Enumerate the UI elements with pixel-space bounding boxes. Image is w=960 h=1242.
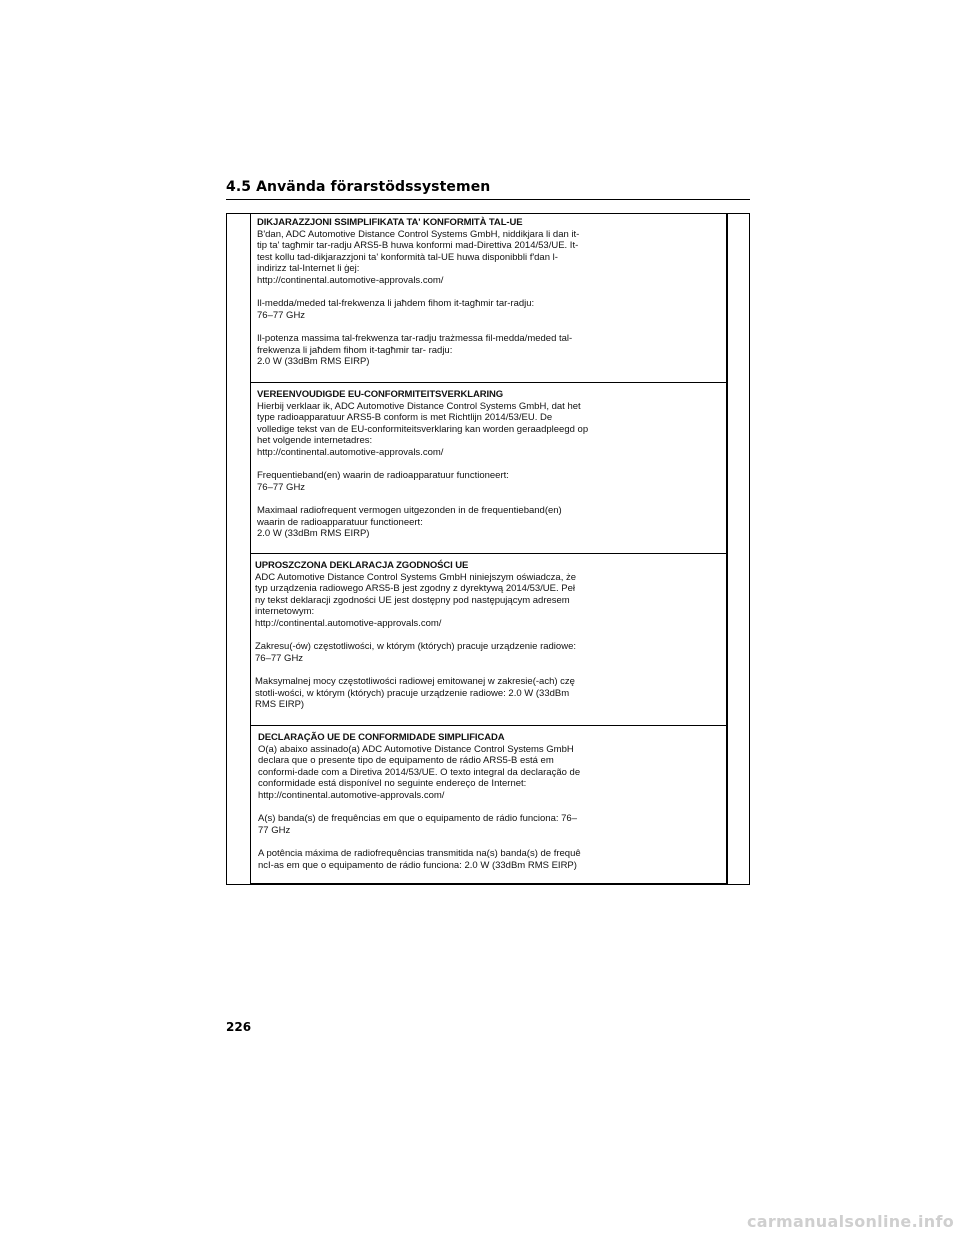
- declaration-block-portuguese: [251, 732, 726, 871]
- block-line: 2.0 W (33dBm RMS EIRP): [257, 528, 370, 540]
- block-line: typ urządzenia radiowego ARS5-B jest zgodny z dyrektywą 2014/53/UE. Peł: [255, 583, 576, 595]
- block-line: stotli-wości, w którym (których) pracuje urządzenie radiowe: 2.0 W (33dBm: [255, 687, 570, 699]
- header-rule: [226, 199, 750, 200]
- block-line: tip ta' tagħmir tar-radju ARS5-B huwa konformi mad-Direttiva 2014/53/UE. It-: [257, 240, 579, 252]
- page-number: 226: [226, 1020, 252, 1034]
- block-line: A(s) banda(s) de frequências em que o equipamento de rádio funciona: 76–: [258, 813, 577, 825]
- declarations-panel: [250, 213, 728, 885]
- block-line: 76–77 GHz: [255, 652, 304, 664]
- block-line: ncI-as em que o equipamento de rádio funciona: 2.0 W (33dBm RMS EIRP): [258, 859, 577, 871]
- block-line: A potência máxima de radiofrequências transmitida na(s) banda(s) de frequê: [258, 847, 581, 859]
- block-url: http://continental.automotive-approvals.com/: [257, 446, 444, 458]
- block-line: Il-potenza massima tal-frekwenza tar-radju trażmessa fil-medda/meded tal-: [257, 332, 573, 344]
- block-gap: [257, 321, 716, 333]
- block-line: conformi-dade com a Diretiva 2014/53/UE. O texto integral da declaração de: [258, 766, 581, 778]
- declaration-block-maltese: [251, 217, 726, 368]
- block-line: waarin de radioapparatuur functioneert:: [257, 516, 423, 528]
- block-line: Maximaal radiofrequent vermogen uitgezonden in de frequentieband(en): [257, 504, 562, 516]
- declaration-block-dutch: [251, 389, 726, 540]
- block-line: Frequentieband(en) waarin de radioapparatuur functioneert:: [257, 470, 509, 482]
- block-line: conformidade está disponível no seguinte endereço de Internet:: [258, 778, 527, 790]
- block-line: 77 GHz: [258, 824, 291, 836]
- block-gap: [255, 664, 716, 676]
- block-line: type radioapparatuur ARS5-B conform is met Richtlijn 2014/53/EU. De: [257, 412, 553, 424]
- block-line: 76–77 GHz: [257, 309, 306, 321]
- block-title: DECLARAÇÃO UE DE CONFORMIDADE SIMPLIFICADA: [258, 732, 505, 743]
- block-line: Maksymalnej mocy częstotliwości radiowej emitowanej w zakresie(-ach) czę: [255, 675, 575, 687]
- block-gap: [257, 493, 716, 505]
- block-line: indirizz tal-Internet li ġej:: [257, 263, 360, 275]
- block-title: DIKJARAZZJONI SSIMPLIFIKATA TA' KONFORMITÀ TAL-UE: [257, 217, 523, 228]
- block-divider: [251, 883, 726, 885]
- declaration-block-polish: [251, 560, 726, 711]
- block-line: test kollu tad-dikjarazzjoni ta' konformità tal-UE huwa disponibbli f'dan l-: [257, 251, 558, 263]
- block-line: ny tekst deklaracji zgodności UE jest dostępny pod następującym adresem: [255, 594, 570, 606]
- block-line: O(a) abaixo assinado(a) ADC Automotive Distance Control Systems GmbH: [258, 743, 574, 755]
- block-line: declara que o presente tipo de equipamento de rádio ARS5-B está em: [258, 755, 554, 767]
- block-title: UPROSZCZONA DEKLARACJA ZGODNOŚCI UE: [255, 560, 469, 571]
- block-url: http://continental.automotive-approvals.com/: [255, 617, 442, 629]
- block-line: Il-medda/meded tal-frekwenza li jaħdem fihom it-tagħmir tar-radju:: [257, 298, 535, 310]
- block-line: het volgende internetadres:: [257, 435, 373, 447]
- block-gap: [257, 459, 716, 471]
- block-gap: [257, 287, 716, 299]
- block-gap: [258, 802, 716, 814]
- block-gap: [258, 836, 716, 848]
- block-line: RMS EIRP): [255, 699, 305, 711]
- block-divider: [251, 725, 726, 726]
- watermark: carmanualsonline.info: [746, 1212, 954, 1231]
- block-line: Zakresu(-ów) częstotliwości, w którym (których) pracuje urządzenie radiowe:: [255, 641, 576, 653]
- block-gap: [255, 630, 716, 642]
- block-title: VEREENVOUDIGDE EU-CONFORMITEITSVERKLARING: [257, 389, 504, 400]
- block-line: ADC Automotive Distance Control Systems GmbH niniejszym oświadcza, że: [255, 571, 577, 583]
- block-line: 76–77 GHz: [257, 481, 306, 493]
- block-url: http://continental.automotive-approvals.com/: [258, 789, 445, 801]
- block-line: frekwenza li jaħdem fihom it-tagħmir tar- radju:: [257, 344, 453, 356]
- block-line: volledige tekst van de EU-conformiteitsverklaring kan worden geraadpleegd op: [257, 423, 589, 435]
- block-line: B'dan, ADC Automotive Distance Control Systems GmbH, niddikjara li dan it-: [257, 228, 580, 240]
- section-header: 4.5 Använda förarstödssystemen: [226, 179, 491, 195]
- block-line: Hierbij verklaar ik, ADC Automotive Distance Control Systems GmbH, dat het: [257, 400, 581, 412]
- block-divider: [251, 382, 726, 383]
- block-url: http://continental.automotive-approvals.com/: [257, 274, 444, 286]
- block-line: internetowym:: [255, 606, 315, 618]
- block-divider: [251, 553, 726, 554]
- block-line: 2.0 W (33dBm RMS EIRP): [257, 356, 370, 368]
